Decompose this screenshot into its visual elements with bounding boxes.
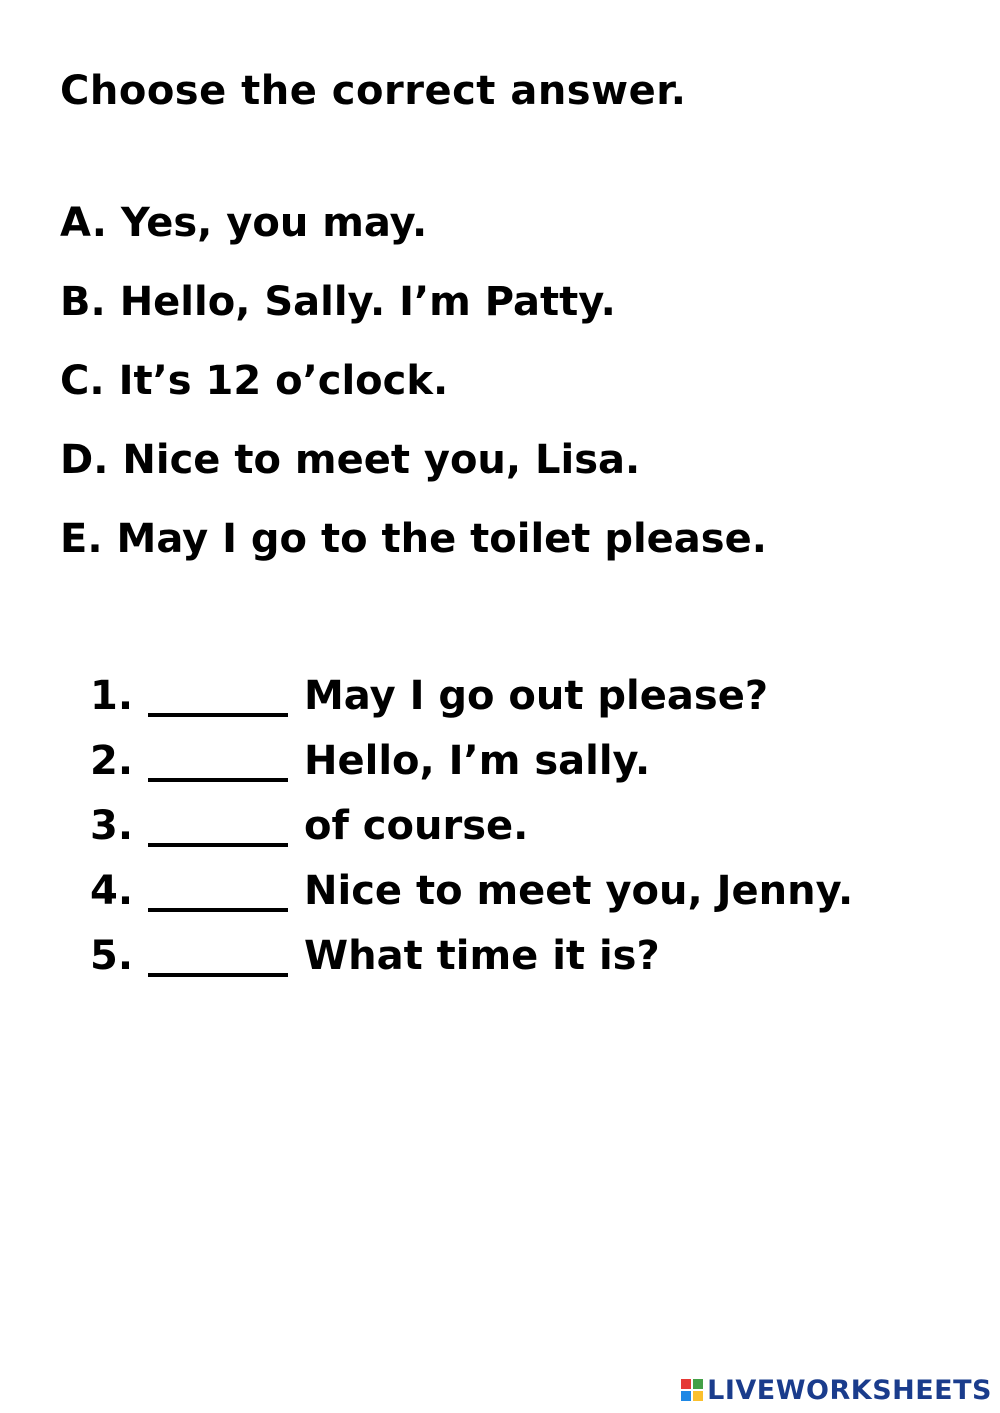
logo-text: LIVEWORKSHEETS	[707, 1374, 992, 1406]
answer-blank[interactable]	[148, 868, 288, 912]
answer-blank[interactable]	[148, 803, 288, 847]
answer-blank[interactable]	[148, 673, 288, 717]
option-letter: E.	[60, 516, 103, 562]
option-text: It’s 12 o’clock.	[118, 358, 449, 404]
answer-blank[interactable]	[148, 933, 288, 977]
liveworksheets-logo-icon	[681, 1379, 703, 1401]
question-item	[90, 738, 853, 803]
option-letter: C.	[60, 358, 105, 404]
answer-option	[60, 279, 767, 358]
answer-blank[interactable]	[148, 738, 288, 782]
question-item	[90, 803, 853, 868]
question-number: 3.	[90, 803, 134, 849]
question-item	[90, 673, 853, 738]
liveworksheets-logo	[681, 1373, 992, 1407]
question-text: Hello, I’m sally.	[304, 738, 651, 784]
question-item	[90, 868, 853, 933]
question-item	[90, 933, 853, 998]
option-text: May I go to the toilet please.	[116, 516, 767, 562]
answer-options-list	[60, 200, 767, 595]
question-number: 1.	[90, 673, 134, 719]
question-text: What time it is?	[304, 933, 660, 979]
option-letter: D.	[60, 437, 109, 483]
answer-option	[60, 200, 767, 279]
option-letter: A.	[60, 200, 107, 246]
instruction-heading: Choose the correct answer.	[60, 68, 687, 114]
answer-option	[60, 437, 767, 516]
answer-option	[60, 516, 767, 595]
question-text: Nice to meet you, Jenny.	[304, 868, 854, 914]
question-number: 5.	[90, 933, 134, 979]
question-text: of course.	[304, 803, 529, 849]
questions-list	[90, 673, 853, 998]
option-text: Yes, you may.	[120, 200, 428, 246]
option-letter: B.	[60, 279, 106, 325]
option-text: Nice to meet you, Lisa.	[122, 437, 641, 483]
option-text: Hello, Sally. I’m Patty.	[119, 279, 616, 325]
answer-option	[60, 358, 767, 437]
question-number: 2.	[90, 738, 134, 784]
question-number: 4.	[90, 868, 134, 914]
question-text: May I go out please?	[304, 673, 769, 719]
